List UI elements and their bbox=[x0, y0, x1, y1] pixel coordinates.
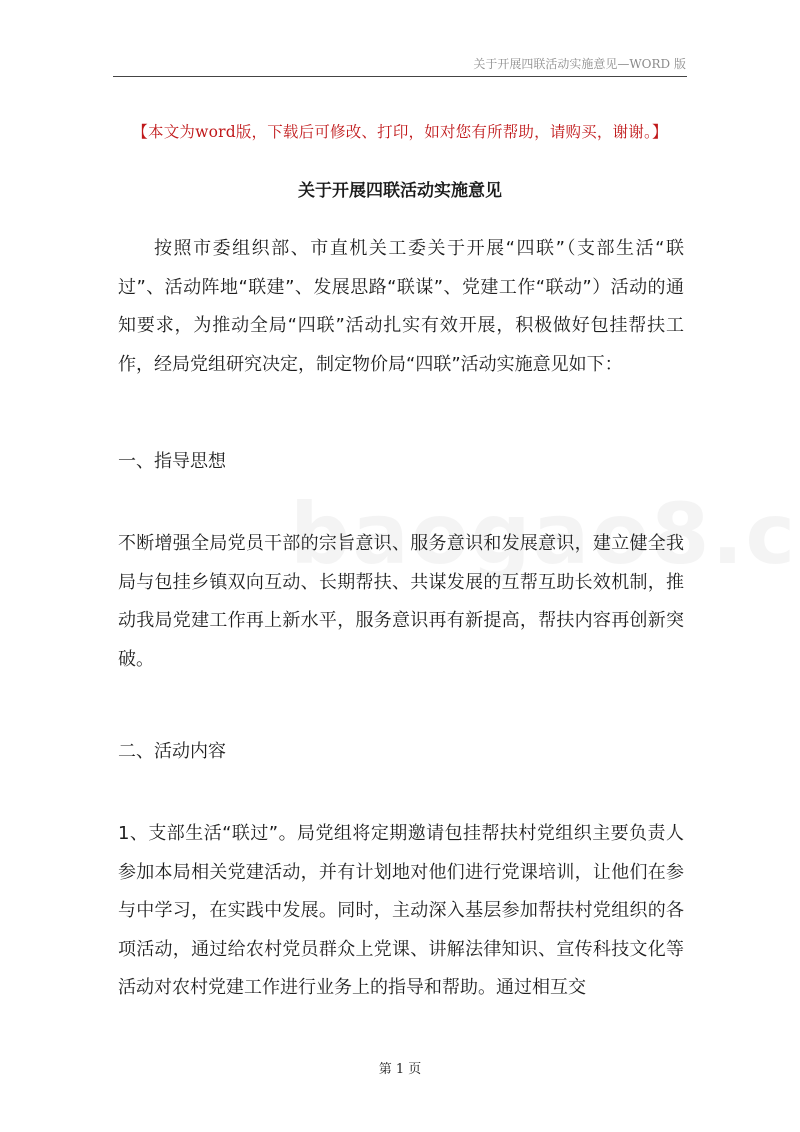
running-header: 关于开展四联活动实施意见—WORD 版 bbox=[473, 57, 686, 71]
section-heading-activity-content: 二、活动内容 bbox=[118, 741, 226, 762]
document-title: 关于开展四联活动实施意见 bbox=[298, 181, 502, 201]
purchase-notice: 【本文为word版，下载后可修改、打印，如对您有所帮助，请购买，谢谢。】 bbox=[132, 123, 668, 141]
intro-paragraph: 按照市委组织部、市直机关工委关于开展“四联”（支部生活“联过”、活动阵地“联建”、发展思路“联谋”、党建工作“联动”）活动的通知要求，为推动全局“四联”活动扎实有效开展，积极做好包挂帮扶工作，经局党组研究决定，制定物价局“四联”活动实施意见如下： bbox=[118, 238, 684, 375]
section-paragraph-guiding-thought: 不断增强全局党员干部的宗旨意识、服务意识和发展意识，建立健全我局与包挂乡镇双向互动、长期帮扶、共谋发展的互帮互助长效机制，推动我局党建工作再上新水平，服务意识再有新提高，帮扶内容再创新突破。 bbox=[118, 533, 684, 670]
section-paragraph-activity-content: 1、支部生活“联过”。局党组将定期邀请包挂帮扶村党组织主要负责人参加本局相关党建活动，并有计划地对他们进行党课培训，让他们在参与中学习，在实践中发展。同时，主动深入基层参加帮扶村党组织的各项活动，通过给农村党员群众上党课、讲解法律知识、宣传科技文化等活动对农村党建工作进行业务上的指导和帮助。通过相互交 bbox=[118, 823, 684, 999]
header-divider bbox=[113, 76, 687, 77]
page-number: 第 1 页 bbox=[378, 1062, 422, 1077]
section-heading-guiding-thought: 一、指导思想 bbox=[118, 451, 226, 472]
